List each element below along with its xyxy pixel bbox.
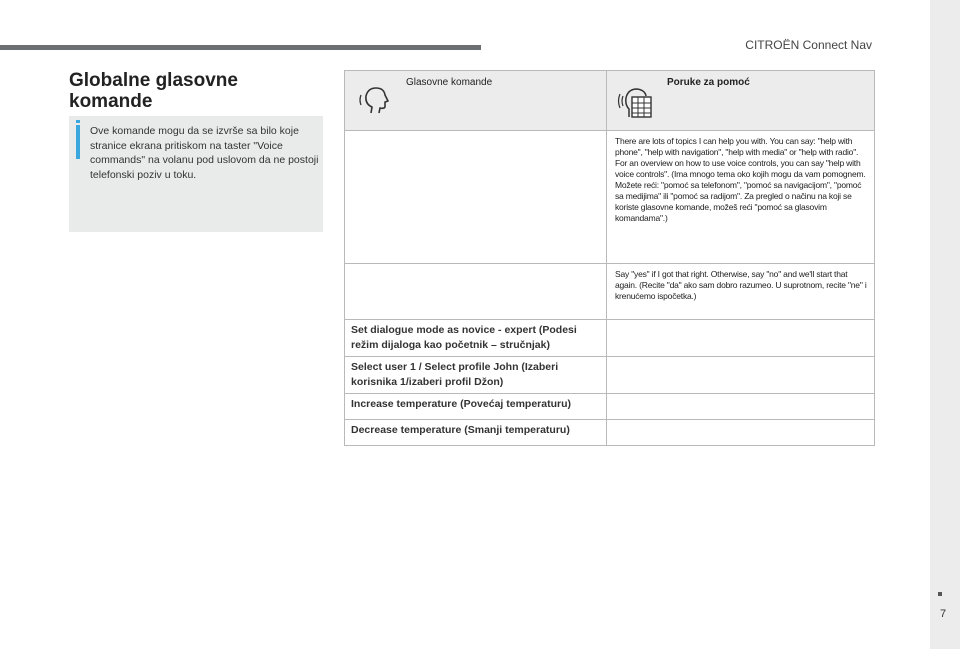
command-cell: Select user 1 / Select profile John (Izaberi korisnika 1/izaberi profil Džon) [345, 357, 607, 394]
table-header-row [345, 71, 875, 131]
command-cell [345, 264, 607, 320]
header-commands-label: Glasovne komande [406, 77, 493, 88]
header-cell-commands [345, 71, 607, 131]
command-cell [345, 131, 607, 264]
command-cell: Set dialogue mode as novice - expert (Podesi režim dijaloga kao početnik – stručnjak) [345, 320, 607, 357]
message-cell: There are lots of topics I can help you with. You can say: "help with phone", "help with navigation", "help with media" or "help with radio". For an overview on how to use voice controls, you can say "help with voice controls". (Ima mnogo tema oko kojih mogu da vam pomognem. Možete reći: "pomoć sa telefonom", "pomoć sa navigacijom", "pomoć sa medijima" ili "pomoć sa radijom". Za pregled o načinu na koji se koriste glasovne komande, možeš reći "pomoć sa glasovim komandama".) [607, 131, 875, 264]
page-number: 7 [939, 608, 947, 620]
page-marker [938, 592, 942, 596]
section-title-line2: komande [69, 91, 153, 112]
info-note-text: Ove komande mogu da se izvrše sa bilo koje stranice ekrana pritiskom na taster "Voice commands" na volanu pod uslovom da ne postoji telefonski poziv u toku. [90, 125, 319, 181]
table-row [345, 264, 875, 320]
table-row [345, 394, 875, 420]
voice-head-icon [359, 85, 393, 120]
table-row [345, 320, 875, 357]
header-cell-messages [607, 71, 875, 131]
header-rule [0, 45, 481, 50]
section-title [69, 70, 319, 112]
section-title-line1: Globalne glasovne [69, 70, 238, 91]
voice-assistant-icon [617, 85, 653, 124]
table-row [345, 420, 875, 446]
command-cell: Decrease temperature (Smanji temperaturu) [345, 420, 607, 446]
message-cell [607, 357, 875, 394]
brand-label: CITROËN Connect Nav [745, 38, 872, 52]
info-note [69, 116, 323, 232]
message-cell [607, 420, 875, 446]
voice-commands-table [344, 70, 875, 446]
table-row [345, 357, 875, 394]
message-cell: Say "yes" if I got that right. Otherwise, say "no" and we'll start that again. (Recite "da" ako sam dobro razumeo. U suprotnom, recite "ne" i krenućemo ispočetka.) [607, 264, 875, 320]
table-row [345, 131, 875, 264]
header-messages-label: Poruke za pomoć [667, 77, 750, 88]
page-side-strip [930, 0, 960, 649]
message-cell [607, 394, 875, 420]
command-cell: Increase temperature (Povećaj temperaturu) [345, 394, 607, 420]
message-cell [607, 320, 875, 357]
info-icon [76, 125, 80, 159]
